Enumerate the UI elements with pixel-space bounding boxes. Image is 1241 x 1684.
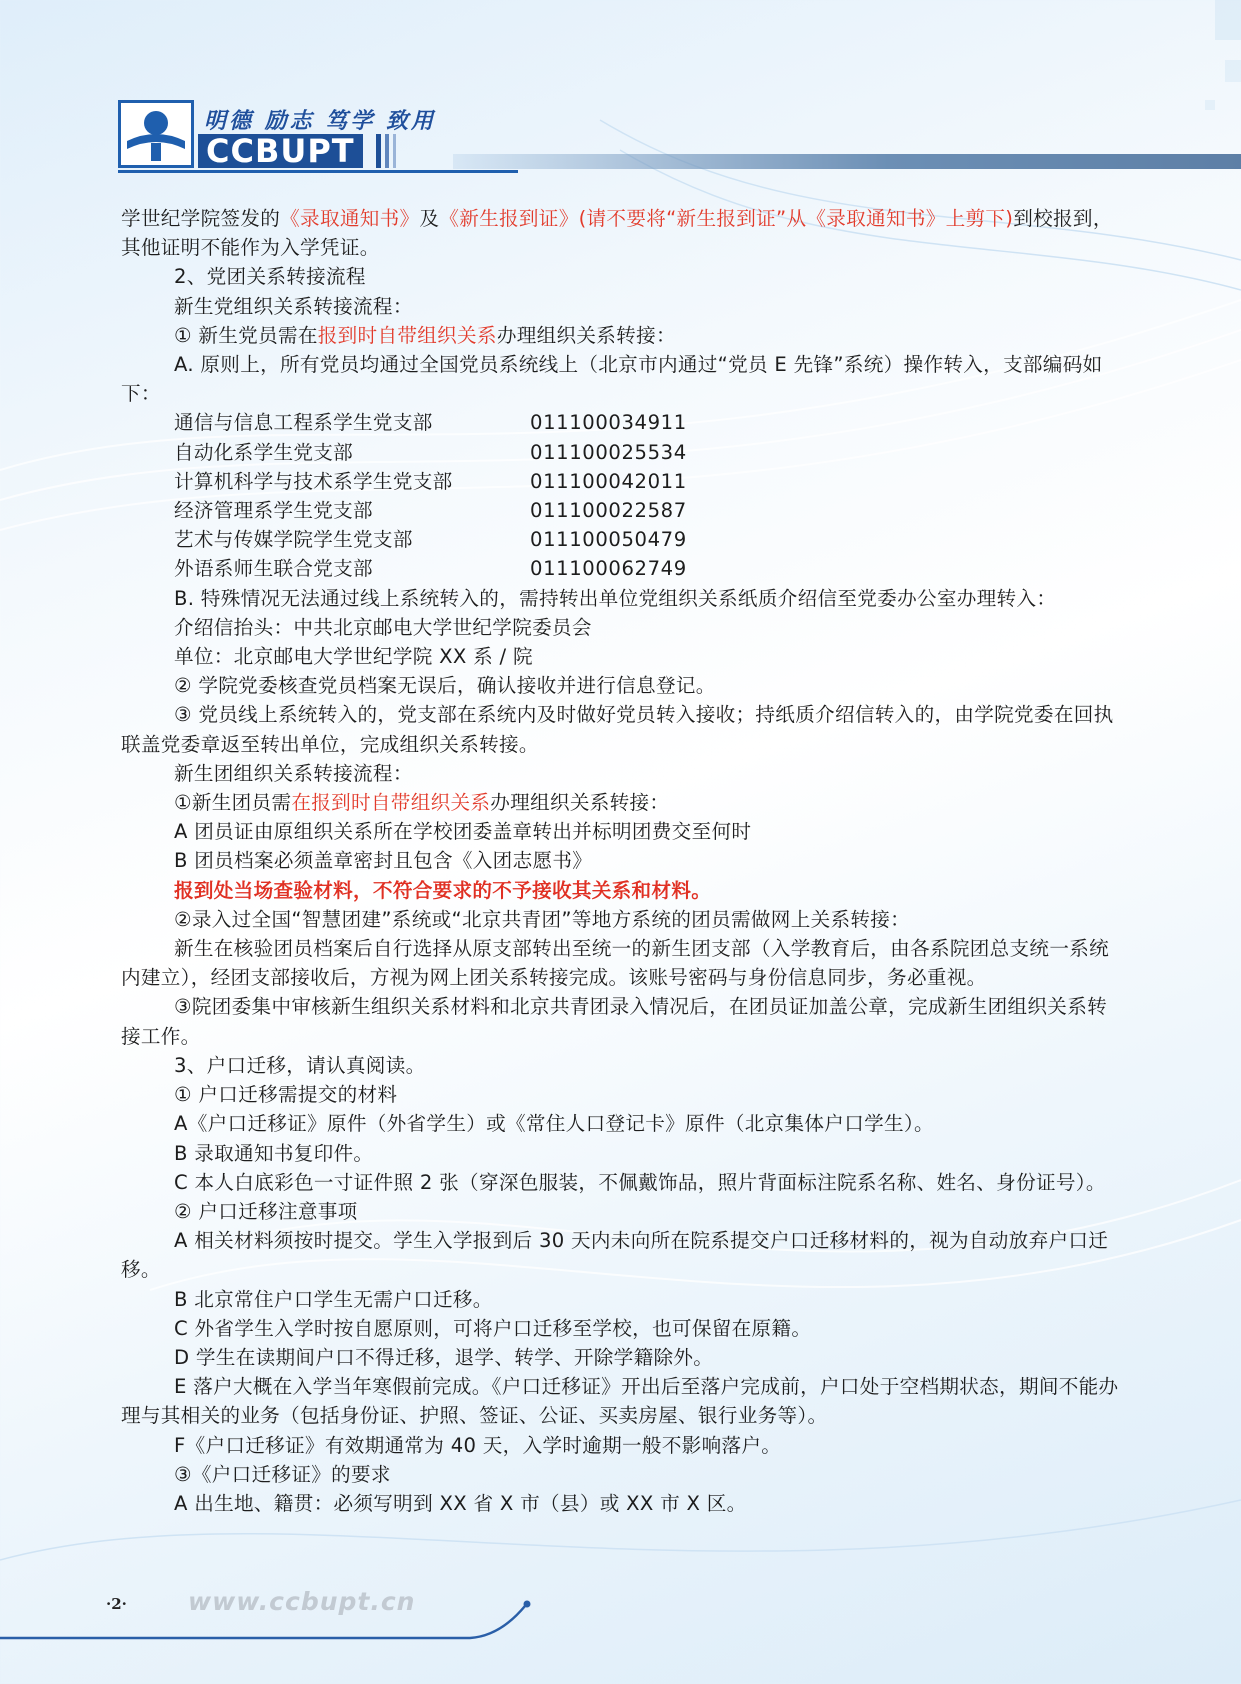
branch-row: 自动化系学生党支部 011100025534 xyxy=(174,440,687,464)
branch-row: 外语系师生联合党支部 011100062749 xyxy=(174,557,687,581)
party-step-1-b: B. 特殊情况无法通过线上系统转入的，需持转出单位党组织关系纸质介绍信至党委办公室办理转入： xyxy=(174,586,1057,610)
document-body xyxy=(121,204,1126,1518)
league-warning: 报到处当场查验材料，不符合要求的不予接收其关系和材料。 xyxy=(174,878,712,902)
hukou-note-b: B 北京常住户口学生无需户口迁移。 xyxy=(174,1287,493,1311)
hukou-note-e: E 落户大概在入学当年寒假前完成。《户口迁移证》开出后至落户完成前，户口处于空档期状态，期间不能办理与其相关的业务（包括身份证、护照、签证、公证、买卖房屋、银行业务等）。 xyxy=(121,1375,1119,1428)
hukou-requirements-title: ③《户口迁移证》的要求 xyxy=(174,1462,391,1486)
league-step-1: ①新生团员需在报到时自带组织关系办理组织关系转接： xyxy=(174,791,670,815)
highlight-registration-certificate: 《新生报到证》(请不要将“新生报到证”从《录取通知书》上剪下) xyxy=(439,207,1014,230)
branch-row: 计算机科学与技术系学生党支部 011100042011 xyxy=(174,469,687,493)
branch-row: 通信与信息工程系学生党支部 011100034911 xyxy=(174,411,687,435)
header-rule xyxy=(453,154,1241,169)
hukou-note-f: F《户口迁移证》有效期通常为 40 天，入学时逾期一般不影响落户。 xyxy=(174,1433,782,1457)
college-logo xyxy=(118,100,194,168)
hukou-note-c: C 外省学生入学时按自愿原则，可将户口迁移至学校，也可保留在原籍。 xyxy=(174,1316,812,1340)
hukou-material-c: C 本人白底彩色一寸证件照 2 张（穿深色服装，不佩戴饰品，照片背面标注院系名称、姓名、身份证号）。 xyxy=(174,1170,1106,1194)
page-number: ·2· xyxy=(106,1595,127,1613)
footer-website-url: www.ccbupt.cn xyxy=(188,1587,416,1616)
brand-bars-decoration xyxy=(376,134,406,168)
hukou-material-b: B 录取通知书复印件。 xyxy=(174,1141,374,1165)
league-step-1-a: A 团员证由原组织关系所在学校团委盖章转出并标明团费交至何时 xyxy=(174,820,752,844)
party-step-3: ③ 党员线上系统转入的，党支部在系统内及时做好党员转入接收；持纸质介绍信转入的，由学院党委在回执联盖党委章返至转出单位，完成组织关系转接。 xyxy=(121,703,1114,756)
header-banner xyxy=(118,100,1123,175)
league-step-3: ③院团委集中审核新生组织关系材料和北京共青团录入情况后，在团员证加盖公章，完成新生团组织关系转接工作。 xyxy=(121,995,1107,1048)
highlight-bring-league-relation: 在报到时自带组织关系 xyxy=(291,791,491,815)
party-step-1-a: A. 原则上，所有党员均通过全国党员系统线上（北京市内通过“党员 E 先锋”系统）操作转入，支部编码如下： xyxy=(121,353,1103,406)
league-step-2: ②录入过全国“智慧团建”系统或“北京共青团”等地方系统的团员需做网上关系转接： xyxy=(174,907,911,931)
header-brand: CCBUPT xyxy=(198,134,363,168)
party-step-1: ① 新生党员需在报到时自带组织关系办理组织关系转接： xyxy=(174,323,676,347)
league-step-2-detail: 新生在核验团员档案后自行选择从原支部转出至统一的新生团支部（入学教育后，由各系院团总支统一系统内建立），经团支部接收后，方视为网上团关系转接完成。该账号密码与身份信息同步，务必重视。 xyxy=(121,937,1110,990)
paragraph-admission-documents: 学世纪学院签发的《录取通知书》及《新生报到证》(请不要将“新生报到证”从《录取通知书》上剪下)到校报到，其他证明不能作为入学凭证。 xyxy=(121,207,1113,260)
hukou-materials-title: ① 户口迁移需提交的材料 xyxy=(174,1083,398,1107)
hukou-notes-title: ② 户口迁移注意事项 xyxy=(174,1199,358,1223)
branch-code-table xyxy=(121,408,1126,583)
league-step-1-b: B 团员档案必须盖章密封且包含《入团志愿书》 xyxy=(174,849,593,873)
section-heading-hukou: 3、户口迁移，请认真阅读。 xyxy=(174,1053,426,1077)
party-step-2: ② 学院党委核查党员档案无误后，确认接收并进行信息登记。 xyxy=(174,674,716,698)
hukou-material-a: A《户口迁移证》原件（外省学生）或《常住人口登记卡》原件（北京集体户口学生）。 xyxy=(174,1112,934,1136)
letter-unit: 单位：北京邮电大学世纪学院 XX 系 / 院 xyxy=(174,645,533,669)
header-motto: 明德 励志 笃学 致用 xyxy=(204,108,436,134)
league-transfer-title: 新生团组织关系转接流程： xyxy=(174,761,413,785)
highlight-bring-relation: 报到时自带组织关系 xyxy=(317,323,497,347)
header-underline xyxy=(118,170,518,173)
hukou-note-a: A 相关材料须按时提交。学生入学报到后 30 天内未向所在院系提交户口迁移材料的，视为自动放弃户口迁移。 xyxy=(121,1229,1109,1282)
footer-swoosh-decoration xyxy=(0,1600,540,1640)
hukou-note-d: D 学生在读期间户口不得迁移，退学、转学、开除学籍除外。 xyxy=(174,1345,714,1369)
branch-row: 艺术与传媒学院学生党支部 011100050479 xyxy=(174,528,687,552)
highlight-admission-notice: 《录取通知书》 xyxy=(280,207,420,230)
hukou-requirement-a: A 出生地、籍贯：必须写明到 XX 省 X 市（县）或 XX 市 X 区。 xyxy=(174,1491,747,1515)
party-transfer-title: 新生党组织关系转接流程： xyxy=(174,294,413,318)
logo-emblem-icon xyxy=(121,103,191,165)
branch-row: 经济管理系学生党支部 011100022587 xyxy=(174,499,687,523)
letter-heading: 介绍信抬头：中共北京邮电大学世纪学院委员会 xyxy=(174,615,592,639)
section-heading-party-league: 2、党团关系转接流程 xyxy=(174,265,366,289)
